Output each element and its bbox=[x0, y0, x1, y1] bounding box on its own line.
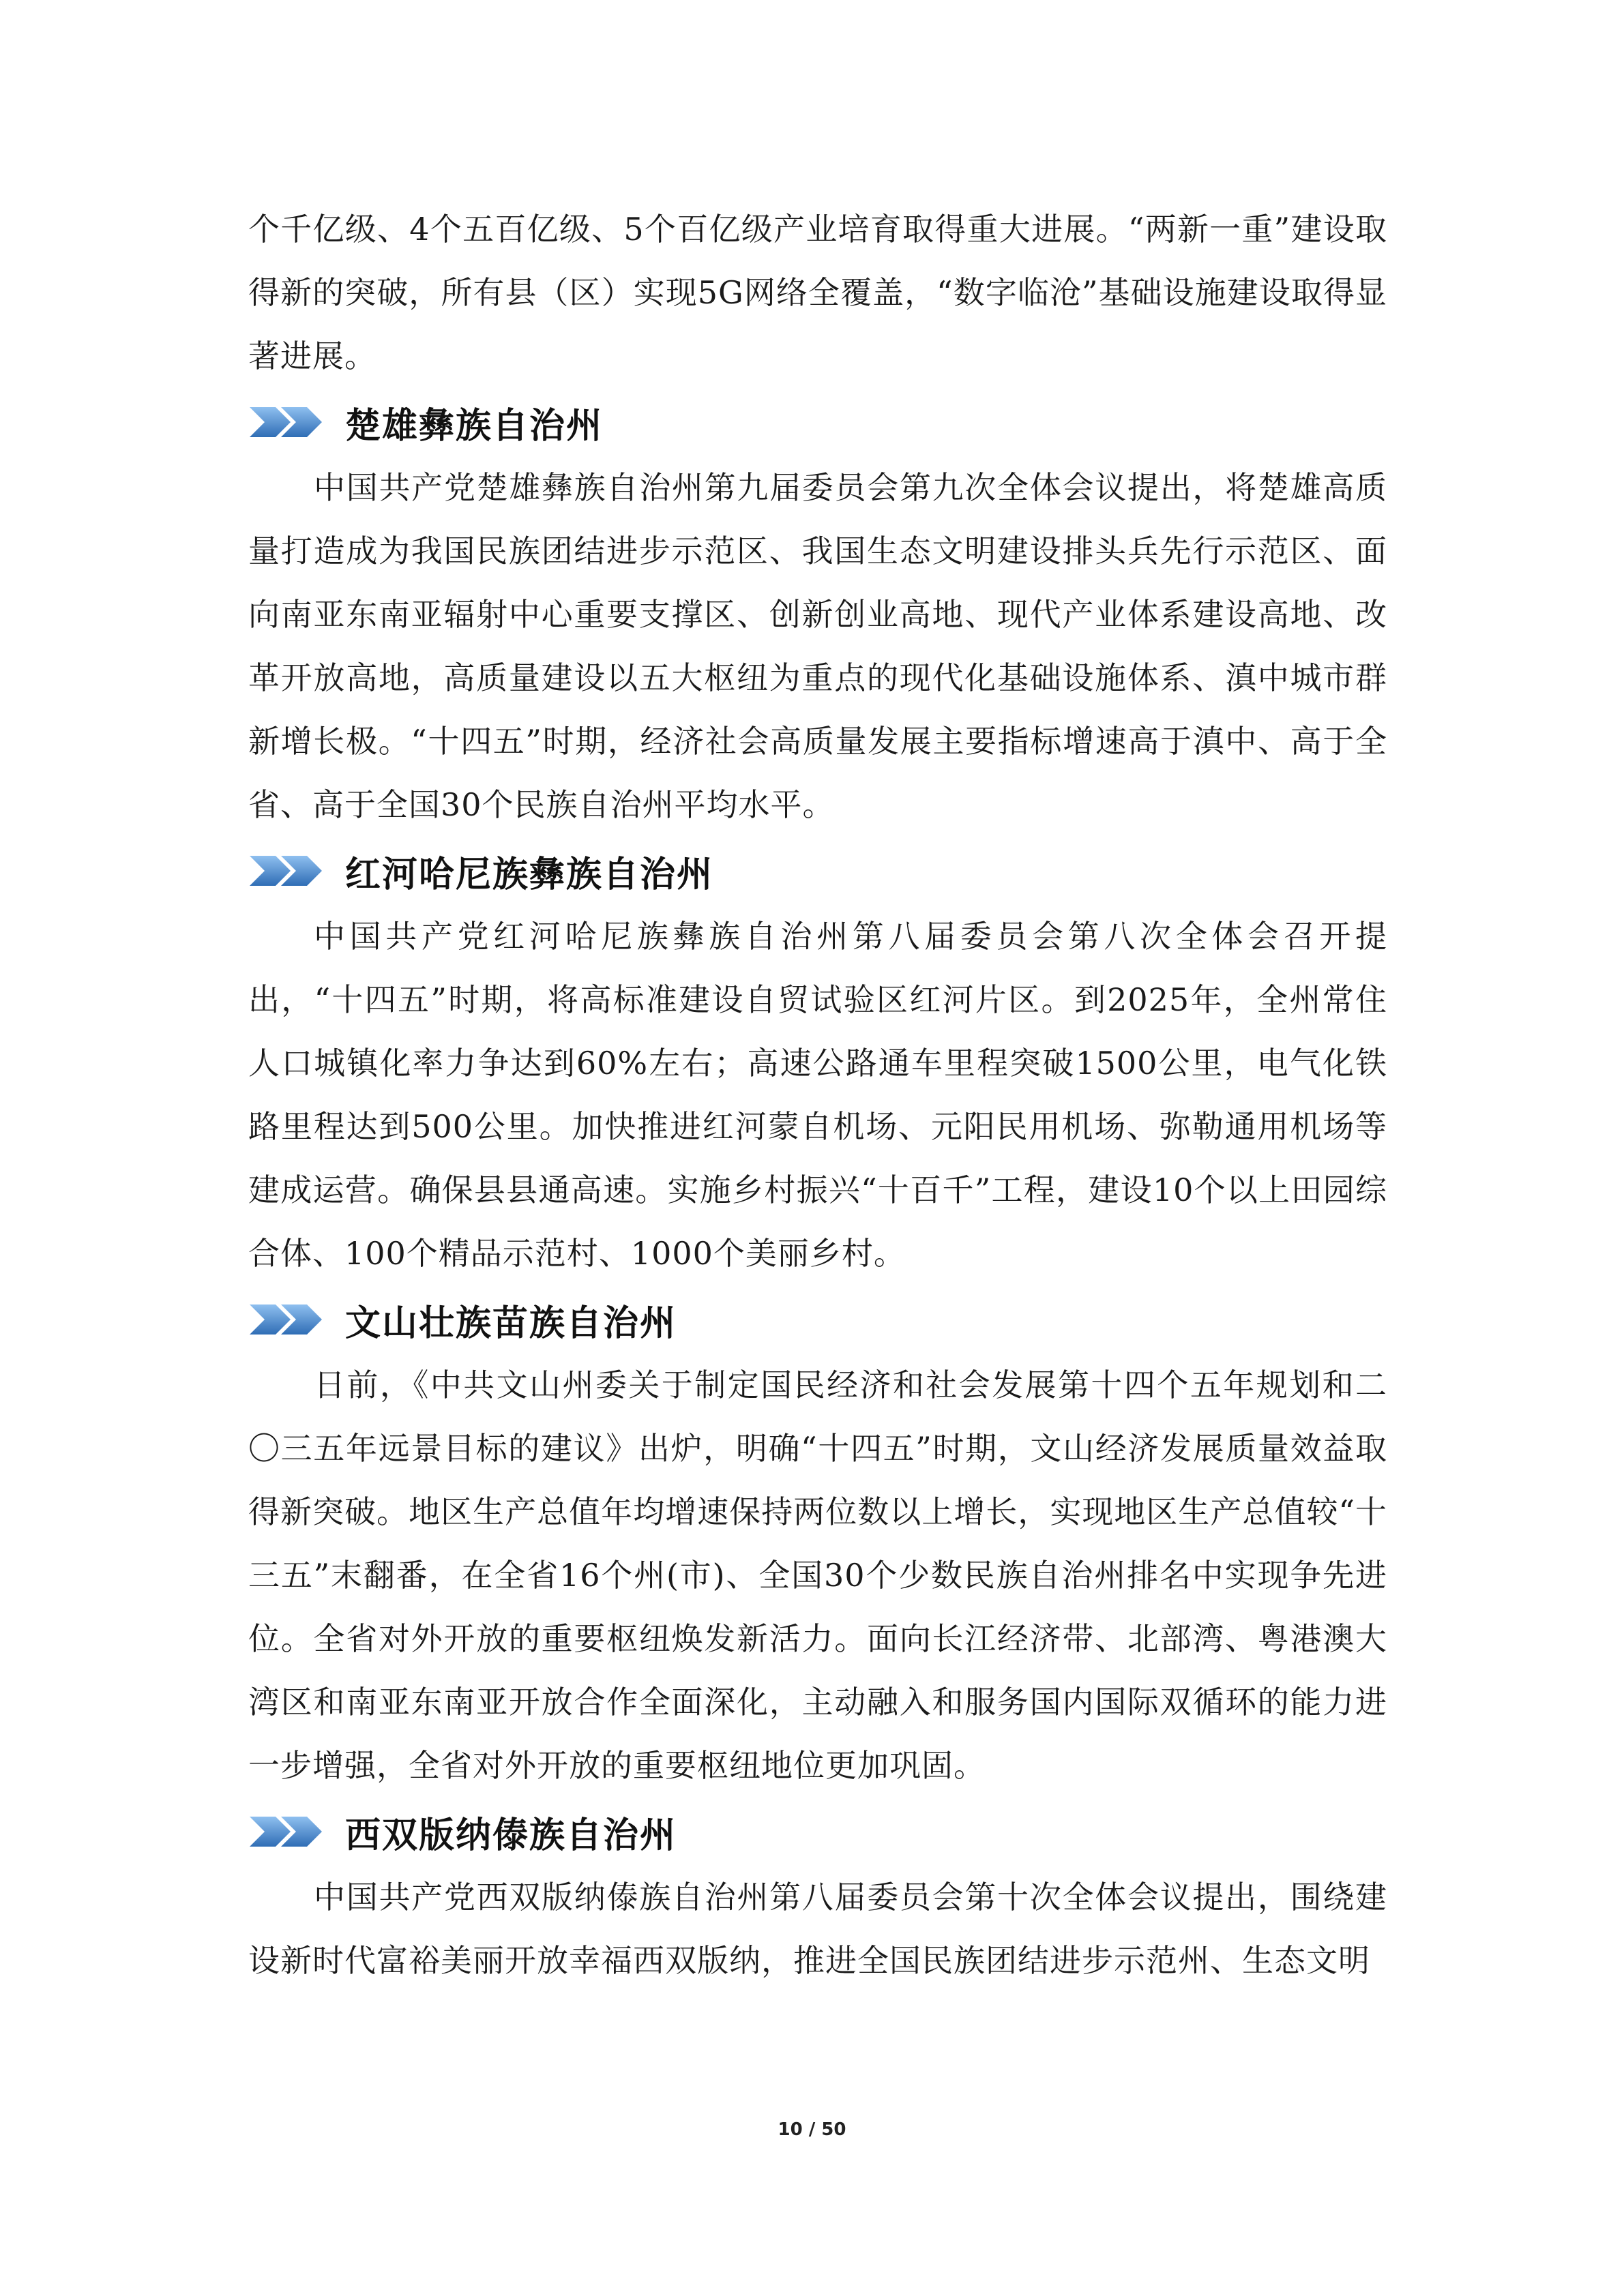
section-title: 红河哈尼族彝族自治州 bbox=[345, 854, 714, 895]
double-chevron-icon bbox=[248, 852, 325, 890]
double-chevron-icon bbox=[248, 403, 325, 441]
section-title: 楚雄彝族自治州 bbox=[345, 405, 604, 447]
page-number: 10 / 50 bbox=[778, 2119, 846, 2140]
section-title: 文山壮族苗族自治州 bbox=[345, 1302, 677, 1344]
double-chevron-icon bbox=[248, 1813, 325, 1851]
document-page bbox=[248, 198, 1387, 1993]
section-body: 中国共产党红河哈尼族彝族自治州第八届委员会第八次全体会召开提出，“十四五”时期，将高标准建设自贸试验区红河片区。到2025年，全州常住人口城镇化率力争达到60%左右；高速公路通车里程突破1500公里，电气化铁路里程达到500公里。加快推进红河蒙自机场、元阳民用机场、弥勒通用机场等建成运营。确保县县通高速。实施乡村振兴“十百千”工程，建设10个以上田园综合体、100个精品示范村、1000个美丽乡村。 bbox=[248, 918, 1387, 1272]
double-chevron-icon bbox=[248, 1300, 325, 1339]
section-title: 西双版纳傣族自治州 bbox=[345, 1815, 677, 1856]
section-body: 日前，《中共文山州委关于制定国民经济和社会发展第十四个五年规划和二〇三五年远景目标的建议》出炉，明确“十四五”时期，文山经济发展质量效益取得新突破。地区生产总值年均增速保持两位数以上增长，实现地区生产总值较“十三五”末翻番，在全省16个州(市)、全国30个少数民族自治州排名中实现争先进位。全省对外开放的重要枢纽焕发新活力。面向长江经济带、北部湾、粤港澳大湾区和南亚东南亚开放合作全面深化，主动融入和服务国内国际双循环的能力进一步增强，全省对外开放的重要枢纽地位更加巩固。 bbox=[248, 1367, 1387, 1784]
section-heading-honghe bbox=[248, 837, 1387, 905]
section-heading-wenshan bbox=[248, 1285, 1387, 1354]
intro-paragraph: 个千亿级、4个五百亿级、5个百亿级产业培育取得重大进展。“两新一重”建设取得新的突破，所有县（区）实现5G网络全覆盖，“数字临沧”基础设施建设取得显著进展。 bbox=[248, 211, 1387, 374]
section-heading-chuxiong bbox=[248, 388, 1387, 456]
section-body: 中国共产党楚雄彝族自治州第九届委员会第九次全体会议提出，将楚雄高质量打造成为我国民族团结进步示范区、我国生态文明建设排头兵先行示范区、面向南亚东南亚辐射中心重要支撑区、创新创业高地、现代产业体系建设高地、改革开放高地，高质量建设以五大枢纽为重点的现代化基础设施体系、滇中城市群新增长极。“十四五”时期，经济社会高质量发展主要指标增速高于滇中、高于全省、高于全国30个民族自治州平均水平。 bbox=[248, 469, 1387, 823]
section-heading-xishuangbanna bbox=[248, 1798, 1387, 1866]
section-body: 中国共产党西双版纳傣族自治州第八届委员会第十次全体会议提出，围绕建设新时代富裕美丽开放幸福西双版纳，推进全国民族团结进步示范州、生态文明 bbox=[248, 1879, 1387, 1979]
